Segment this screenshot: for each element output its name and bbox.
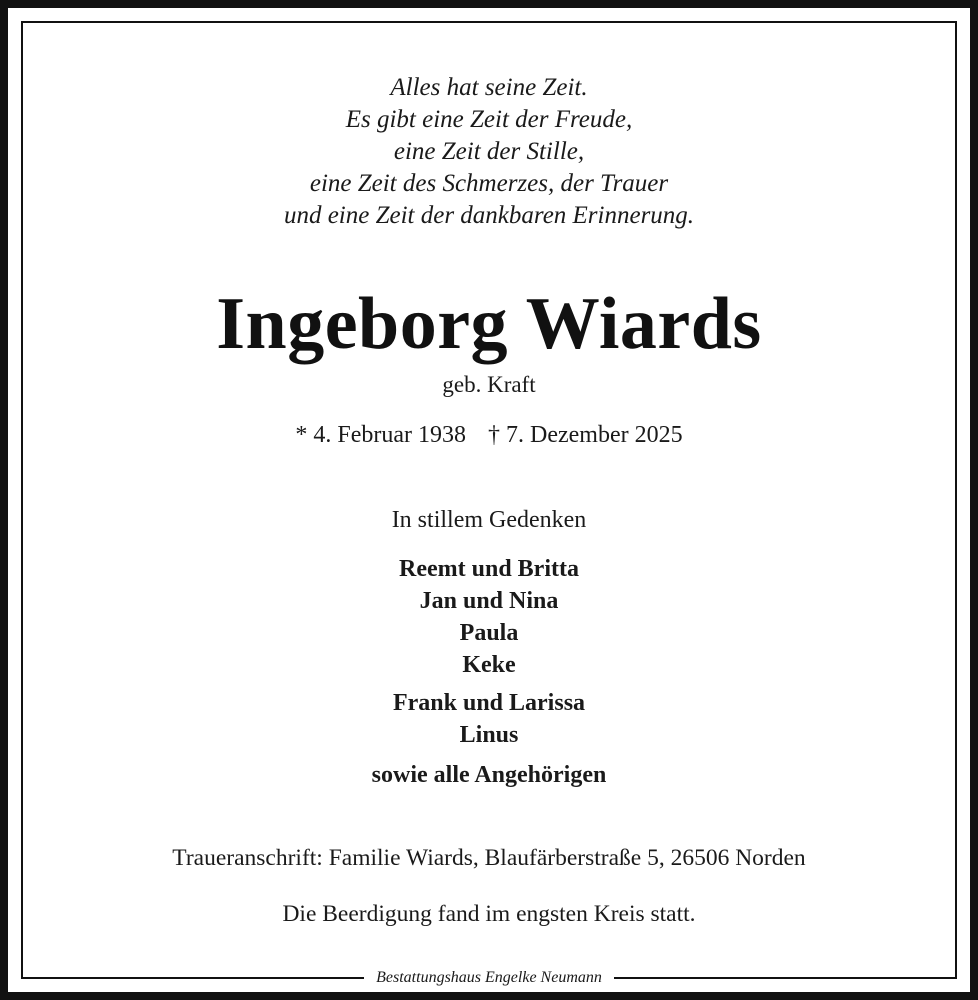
poem-line: eine Zeit der Stille, xyxy=(393,138,585,165)
deceased-name: Ingeborg Wiards xyxy=(216,283,762,365)
mourner-name: Jan und Nina xyxy=(419,588,559,614)
birth-date: * 4. Februar 1938 xyxy=(295,422,467,448)
mourners-group xyxy=(0,553,978,681)
funeral-home-name: Bestattungshaus Engelke Neumann xyxy=(364,969,614,987)
mourner-name: Frank und Larissa xyxy=(392,690,586,716)
poem xyxy=(0,72,978,232)
death-date: † 7. Dezember 2025 xyxy=(488,422,683,448)
mourner-name: Keke xyxy=(462,652,516,678)
funeral-note: Die Beerdigung fand im engsten Kreis statt. xyxy=(282,901,696,927)
poem-line: Alles hat seine Zeit. xyxy=(390,74,588,101)
maiden-name: geb. Kraft xyxy=(442,372,536,397)
mourner-name: Reemt und Britta xyxy=(399,556,579,582)
mourner-name: Paula xyxy=(459,620,519,646)
mourner-name: Linus xyxy=(459,722,519,748)
mourner-name: sowie alle Angehörigen xyxy=(371,762,607,788)
poem-line: und eine Zeit der dankbaren Erinnerung. xyxy=(283,202,695,229)
life-dates xyxy=(0,420,978,450)
footer-rule-left xyxy=(224,977,364,979)
footer-rule-right xyxy=(614,977,754,979)
footer xyxy=(0,966,978,990)
mourners-group xyxy=(0,759,978,791)
poem-line: eine Zeit des Schmerzes, der Trauer xyxy=(309,170,669,197)
mourners-group xyxy=(0,687,978,751)
mourning-address: Traueranschrift: Familie Wiards, Blaufärberstraße 5, 26506 Norden xyxy=(172,845,806,871)
remembrance-line: In stillem Gedenken xyxy=(391,507,587,533)
mourners-list xyxy=(0,553,978,791)
poem-line: Es gibt eine Zeit der Freude, xyxy=(345,106,633,133)
